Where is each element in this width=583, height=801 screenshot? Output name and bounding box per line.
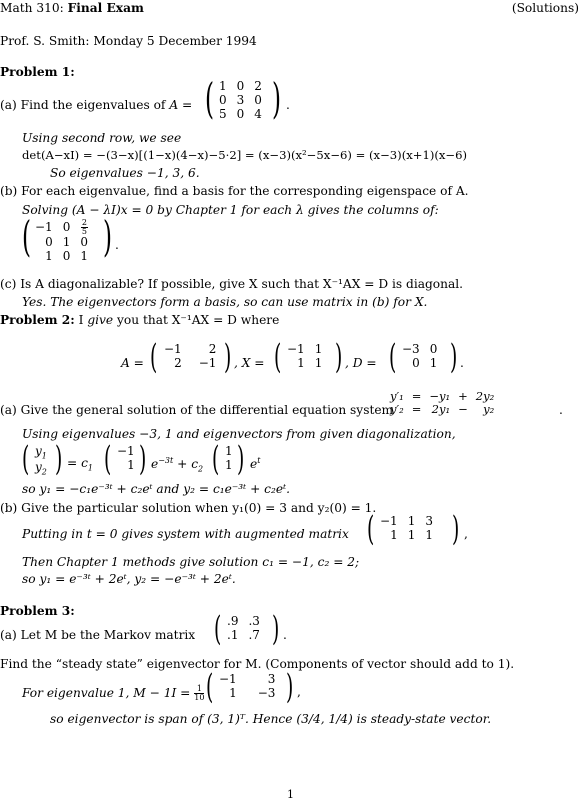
problem-3-title: Problem 3:: [0, 604, 75, 618]
eigenvector-matrix: −1 0 $\frac{2}{5}$ 0 1 0 1 0 1: [35, 218, 88, 263]
problem-1-title: Problem 1:: [0, 65, 75, 79]
p3-a-question-2: Find the “steady state” eigenvector for M. (Components of vector should add to 1).: [0, 657, 515, 671]
p2-part-b-question: (b) Give the particular solution when y₁(0) = 3 and y₂(0) = 1.: [0, 501, 377, 515]
p3-solution-1: For eigenvalue 1, M − 1I =: [22, 686, 191, 700]
p1-b-solution: Solving (A − λI)x = 0 by Chapter 1 for each λ gives the columns of:: [22, 203, 439, 217]
professor-line: Prof. S. Smith: Monday 5 December 1994: [0, 34, 257, 48]
m-minus-i-matrix: −1 3 1 −3: [219, 672, 276, 700]
p1-part-b-question: (b) For each eigenvalue, find a basis for the corresponding eigenspace of A.: [0, 184, 469, 198]
page-header: [0, 1, 144, 16]
page-number: 1: [287, 788, 294, 801]
p1-a-determinant: det(A−xI) = −(3−x)[(1−x)(4−x)−5·2] = (x−3)(x²−5x−6) = (x−3)(x+1)(x−6): [22, 148, 468, 162]
p2-b-solution-3: so y₁ = e⁻³ᵗ + 2eᵗ, y₂ = −e⁻³ᵗ + 2eᵗ.: [22, 572, 236, 586]
matrix-A2: −1 2 2 −1: [164, 342, 217, 370]
augmented-matrix: −1 1 3 1 1 1: [380, 514, 433, 542]
p3-part-a-question: (a) Let M be the Markov matrix: [0, 628, 196, 642]
p2-part-a-question: (a) Give the general solution of the differential equation system: [0, 403, 394, 417]
p1-a-eigenvalues: So eigenvalues −1, 3, 6.: [50, 166, 200, 180]
p1-a-solution-1: Using second row, we see: [22, 131, 182, 145]
problem-2-intro: Problem 2: I give you that X⁻¹AX = D where: [0, 313, 280, 327]
markov-matrix: .9 .3 .1 .7: [227, 614, 260, 642]
course-label: Math 310:: [0, 1, 68, 15]
exam-title: Final Exam: [67, 1, 144, 15]
p2-b-solution-1: Putting in t = 0 gives system with augmented matrix: [22, 527, 349, 541]
p2-b-solution-2: Then Chapter 1 methods give solution c₁ = −1, c₂ = 2;: [22, 555, 360, 569]
differential-system: y′₁ = −y₁ + 2y₂ y′₂ = 2y₁ − y₂: [390, 389, 495, 417]
matrix-X2: −1 1 1 1: [287, 342, 323, 370]
matrix-A: 1 0 2 0 3 0 5 0 4: [219, 79, 262, 121]
p2-a-solution-3: so y₁ = −c₁e⁻³ᵗ + c₂eᵗ and y₂ = c₁e⁻³ᵗ + c₂eᵗ.: [22, 482, 290, 496]
matrix-D2: −3 0 0 1: [402, 342, 438, 370]
p1-c-solution: Yes. The eigenvectors form a basis, so can use matrix in (b) for X.: [22, 295, 428, 309]
p1-part-c-question: (c) Is A diagonalizable? If possible, give X such that X⁻¹AX = D is diagonal.: [0, 277, 464, 291]
p2-a-solution-1: Using eigenvalues −3, 1 and eigenvectors from given diagonalization,: [22, 427, 456, 441]
p3-solution-2: so eigenvector is span of (3, 1)ᵀ. Hence (3/4, 1/4) is steady-state vector.: [50, 712, 492, 726]
p1-part-a-question: (a) Find the eigenvalues of A =: [0, 98, 193, 112]
solutions-tag: (Solutions): [511, 1, 579, 15]
